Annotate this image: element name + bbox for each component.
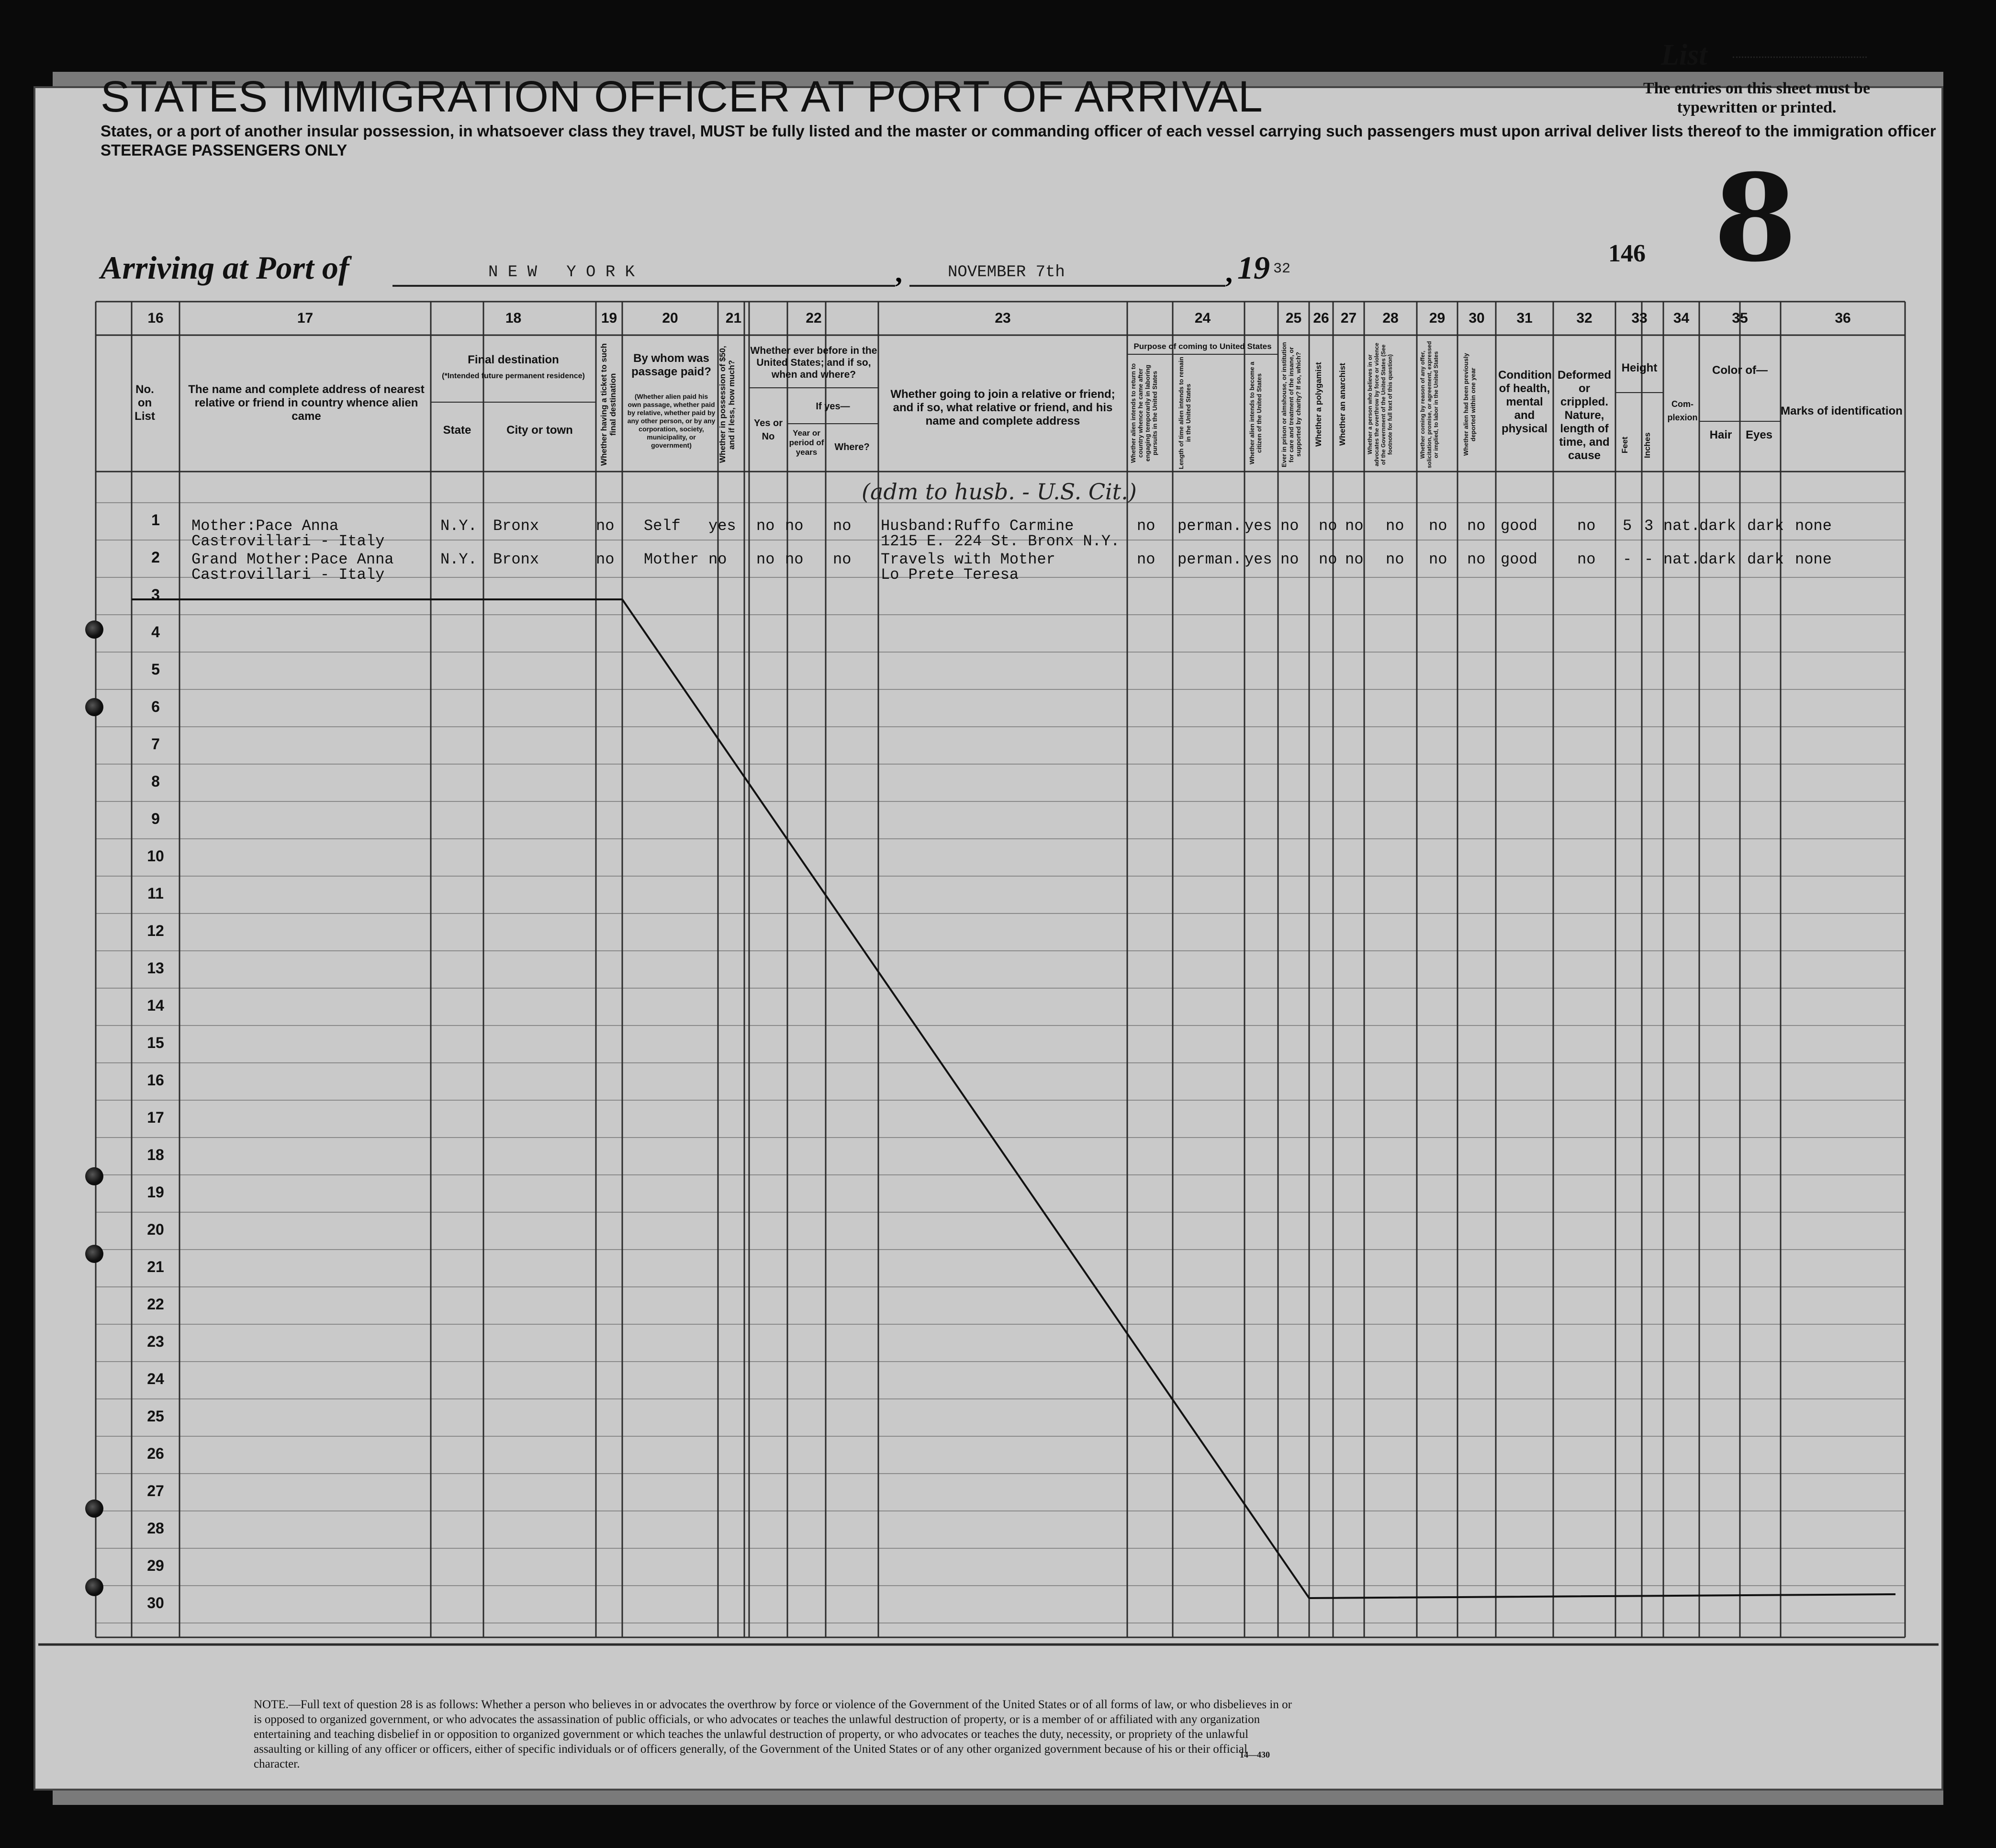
col27-label: Whether an anarchist [1338, 363, 1347, 446]
cell-deformed: no [1577, 517, 1596, 535]
cell-where: no [833, 517, 852, 535]
cell-marks: none [1795, 517, 1832, 535]
cell-feet: - [1623, 551, 1632, 568]
row-number: 28 [147, 1520, 164, 1537]
cell-overthrow: no [1386, 551, 1404, 568]
row-number: 21 [147, 1258, 164, 1275]
column-number: 35 [1732, 310, 1748, 326]
row-number: 29 [147, 1557, 164, 1574]
cell-relative-l1: Grand Mother:Pace Anna [191, 551, 394, 568]
cell-length: perman. [1177, 517, 1242, 535]
row-number: 20 [147, 1221, 164, 1238]
cell-health: good [1501, 551, 1537, 568]
cell-prison: no [1280, 517, 1299, 535]
row-number: 8 [151, 773, 160, 790]
cell-health: good [1501, 517, 1537, 535]
cell-citizen: yes [1245, 551, 1272, 568]
row-number: 7 [151, 735, 160, 753]
row-number: 18 [147, 1146, 164, 1163]
cell-eyes: dark [1747, 517, 1784, 535]
row-number: 9 [151, 810, 160, 827]
page-title: STATES IMMIGRATION OFFICER AT PORT OF ARRIVAL [101, 72, 1263, 121]
arrival-date: NOVEMBER 7th [948, 263, 1065, 282]
row-number: 24 [147, 1370, 164, 1387]
col26-label: Whether a polygamist [1314, 362, 1323, 447]
cell-paid-by: Mother [644, 551, 699, 568]
col22-label: Whether ever before in the United States; and if so, when and where? [750, 345, 877, 380]
sheet-big-number: 8 [1714, 147, 1797, 288]
row-number: 25 [147, 1408, 164, 1425]
row-number: 22 [147, 1296, 164, 1313]
cell-relative-l1: Mother:Pace Anna [191, 517, 339, 535]
col20-sub: (Whether alien paid his own passage, whether paid by relative, whether paid by any other person, or by any corporation, society, municipality, or government) [627, 393, 716, 449]
row-number: 11 [147, 885, 164, 902]
row-number: 4 [151, 623, 160, 641]
column-number: 29 [1429, 310, 1446, 326]
col29-label: Whether coming by reason of any offer, solicitation, promise, or agreement, expressed or implied, to labor in the United States [1419, 341, 1439, 468]
row-number: 16 [147, 1071, 164, 1089]
col24-return: Whether alien intends to return to country whence he came after engaging temporarily in laboring pursuits in the United States [1130, 363, 1158, 463]
cell-before: no [756, 551, 775, 568]
comma-2: , [1225, 257, 1233, 288]
cell-city: Bronx [493, 551, 539, 568]
year-prefix: 19 [1237, 249, 1270, 286]
sheet-number: 146 [1608, 240, 1646, 267]
cell-join-l2: 1215 E. 224 St. Bronx N.Y. [881, 532, 1120, 550]
column-number: 26 [1313, 310, 1329, 326]
col18-label: Final destination [468, 353, 559, 366]
row-number: 1 [151, 511, 160, 529]
row-number: 27 [147, 1482, 164, 1499]
cell-overthrow: no [1386, 517, 1404, 535]
col24-citizen: Whether alien intends to become a citizen of the United States [1248, 361, 1263, 464]
col24-length: Length of time alien intends to remain in the United States [1177, 357, 1192, 469]
list-label: List [1661, 39, 1707, 71]
col23-label: Whether going to join a relative or friend; and if so, what relative or friend, and his name and complete address [890, 388, 1115, 428]
row-number: 15 [147, 1034, 164, 1051]
binder-hole [85, 1578, 103, 1596]
cell-offer: no [1429, 551, 1447, 568]
arriving-label: Arriving at Port of [101, 249, 349, 286]
row-number: 17 [147, 1109, 164, 1126]
col30-label: Whether alien had been previously deported within one year [1462, 353, 1477, 456]
column-number: 28 [1382, 310, 1399, 326]
row-number: 19 [147, 1183, 164, 1201]
col33-feet: Feet [1620, 437, 1629, 454]
column-number: 20 [662, 310, 678, 326]
row-number: 23 [147, 1333, 164, 1350]
col35-label: Color of— [1712, 364, 1768, 377]
col22-where: Where? [834, 442, 870, 452]
col19-label: Whether having a ticket to such final destination [599, 343, 617, 466]
col33-inches: Inches [1643, 432, 1652, 458]
col34-label: Com-plexion [1667, 399, 1698, 422]
cell-marks: none [1795, 551, 1832, 568]
cell-money: no [708, 551, 727, 568]
row-number: 6 [151, 698, 160, 715]
cell-join-l1: Travels with Mother [881, 551, 1055, 568]
column-number: 19 [601, 310, 617, 326]
year-suffix: 32 [1273, 261, 1291, 277]
binder-hole [85, 1167, 103, 1185]
cell-polygamist: no [1319, 551, 1337, 568]
col18-city: City or town [506, 424, 573, 437]
column-number: 24 [1194, 310, 1211, 326]
cell-relative-l2: Castrovillari - Italy [191, 566, 385, 584]
cell-ticket: no [596, 517, 615, 535]
col22-yesno: Yes or No [753, 418, 783, 442]
cell-relative-l2: Castrovillari - Italy [191, 532, 385, 550]
cell-return: no [1137, 517, 1155, 535]
column-number: 25 [1285, 310, 1302, 326]
cell-return: no [1137, 551, 1155, 568]
cell-anarchist: no [1345, 517, 1364, 535]
comma: , [895, 257, 902, 288]
col20-label: By whom was passage paid? [631, 352, 711, 378]
column-number: 31 [1516, 310, 1533, 326]
cell-join-l2: Lo Prete Teresa [881, 566, 1019, 584]
cell-eyes: dark [1747, 551, 1784, 568]
row-number: 26 [147, 1445, 164, 1462]
col36-label: Marks of identification [1781, 405, 1903, 417]
column-number: 33 [1631, 310, 1648, 326]
col25-label: Ever in prison or almshouse, or institution for care and treatment of the insane, or supported by charity? If so, which? [1280, 342, 1302, 467]
col18-sub: (*Intended future permanent residence) [442, 372, 585, 380]
binder-hole [85, 620, 103, 639]
cell-inches: - [1644, 551, 1654, 568]
cell-money: yes [708, 517, 736, 535]
cell-before: no [756, 517, 775, 535]
col35-hair: Hair [1709, 428, 1732, 441]
col24-label: Purpose of coming to United States [1133, 342, 1272, 351]
row-number: 12 [147, 922, 164, 939]
column-number: 23 [995, 310, 1011, 326]
column-number: 32 [1576, 310, 1592, 326]
cell-deformed: no [1577, 551, 1596, 568]
cell-state: N.Y. [440, 517, 477, 535]
column-number: 30 [1469, 310, 1485, 326]
row-number: 30 [147, 1594, 164, 1611]
cell-deported: no [1467, 551, 1486, 568]
col18-state: State [443, 424, 471, 437]
cell-feet: 5 [1623, 517, 1632, 535]
cell-city: Bronx [493, 517, 539, 535]
row-number: 2 [151, 549, 160, 566]
binder-hole [85, 1499, 103, 1518]
row-number: 14 [147, 997, 164, 1014]
cell-year: no [785, 517, 804, 535]
row-number: 3 [151, 586, 160, 603]
footnote: NOTE.—Full text of question 28 is as follows: Whether a person who believes in or advocates the overthrow by force or violence of the Government of the United States or of all forms of law, or who disbelieves in or is opposed to organized government, or who advocates the assassination of public officials, or who advocates or teaches the unlawful destruction of property, or is a member of or affiliated with any organization entertaining and teaching disbelief in or opposition to organized government or which teaches the unlawful destruction of property, or who advocates or teaches the duty, necessity, or propriety of the unlawful assaulting or killing of any officer or officers, either of specific individuals or of officers generally, of the Government of the United States or of any other organized government because of his or their official character. [254, 1698, 1292, 1770]
column-number: 16 [147, 310, 164, 326]
col35-eyes: Eyes [1745, 428, 1773, 441]
binder-hole [85, 1245, 103, 1263]
col28-label: Whether a person who believes in or advocates the overthrow by force or violence of the Government of the United States (See footnote for full text of this question) [1367, 342, 1393, 467]
cell-deported: no [1467, 517, 1486, 535]
port-name: N E W Y O R K [488, 263, 635, 282]
cell-polygamist: no [1319, 517, 1337, 535]
row-number: 13 [147, 959, 164, 977]
cell-year: no [785, 551, 804, 568]
column-number: 22 [806, 310, 822, 326]
cell-length: perman. [1177, 551, 1242, 568]
column-number: 36 [1835, 310, 1851, 326]
cell-complexion: nat. [1663, 517, 1700, 535]
steerage-label: STEERAGE PASSENGERS ONLY [101, 141, 348, 159]
col22-ifyes: If yes— [816, 401, 850, 412]
row-number: 10 [147, 847, 164, 865]
cell-paid-by: Self [644, 517, 681, 535]
col33-label: Height [1621, 361, 1658, 374]
col32-label: Deformed or crippled. Nature, length of time, and cause [1557, 369, 1612, 462]
column-number: 17 [297, 310, 314, 326]
col22-year: Year or period of years [789, 428, 824, 457]
cell-hair: dark [1699, 517, 1736, 535]
column-number: 21 [725, 310, 742, 326]
col21-label: Whether in possession of $50, and if less, how much? [718, 346, 736, 463]
cell-state: N.Y. [440, 551, 477, 568]
cell-citizen: yes [1245, 517, 1272, 535]
col16-label: No. on List [135, 383, 155, 423]
column-number: 27 [1340, 310, 1357, 326]
cell-complexion: nat. [1663, 551, 1700, 568]
cell-inches: 3 [1644, 517, 1654, 535]
cell-anarchist: no [1345, 551, 1364, 568]
cell-offer: no [1429, 517, 1447, 535]
col31-label: Condition of health, mental and physical [1498, 369, 1552, 435]
cell-where: no [833, 551, 852, 568]
cell-join-l1: Husband:Ruffo Carmine [881, 517, 1074, 535]
cell-prison: no [1280, 551, 1299, 568]
form-code: 14—430 [1240, 1750, 1270, 1759]
cell-ticket: no [596, 551, 615, 568]
column-number: 18 [505, 310, 522, 326]
binder-hole [85, 698, 103, 716]
column-number: 34 [1673, 310, 1690, 326]
law-text: States, or a port of another insular possession, in whatsoever class they travel, MUST be fully listed and the master or commanding officer of each vessel carrying such passengers must upon arrival deliver lists thereof to the immigration officer [101, 122, 1936, 140]
entries-note: The entries on this sheet must be typewritten or printed. [1643, 79, 1871, 116]
cell-hair: dark [1699, 551, 1736, 568]
col17-label: The name and complete address of nearest relative or friend in country whence alien came [188, 383, 425, 423]
handwritten-note: (adm to husb. - U.S. Cit.) [862, 479, 1137, 505]
row-number: 5 [151, 661, 160, 678]
